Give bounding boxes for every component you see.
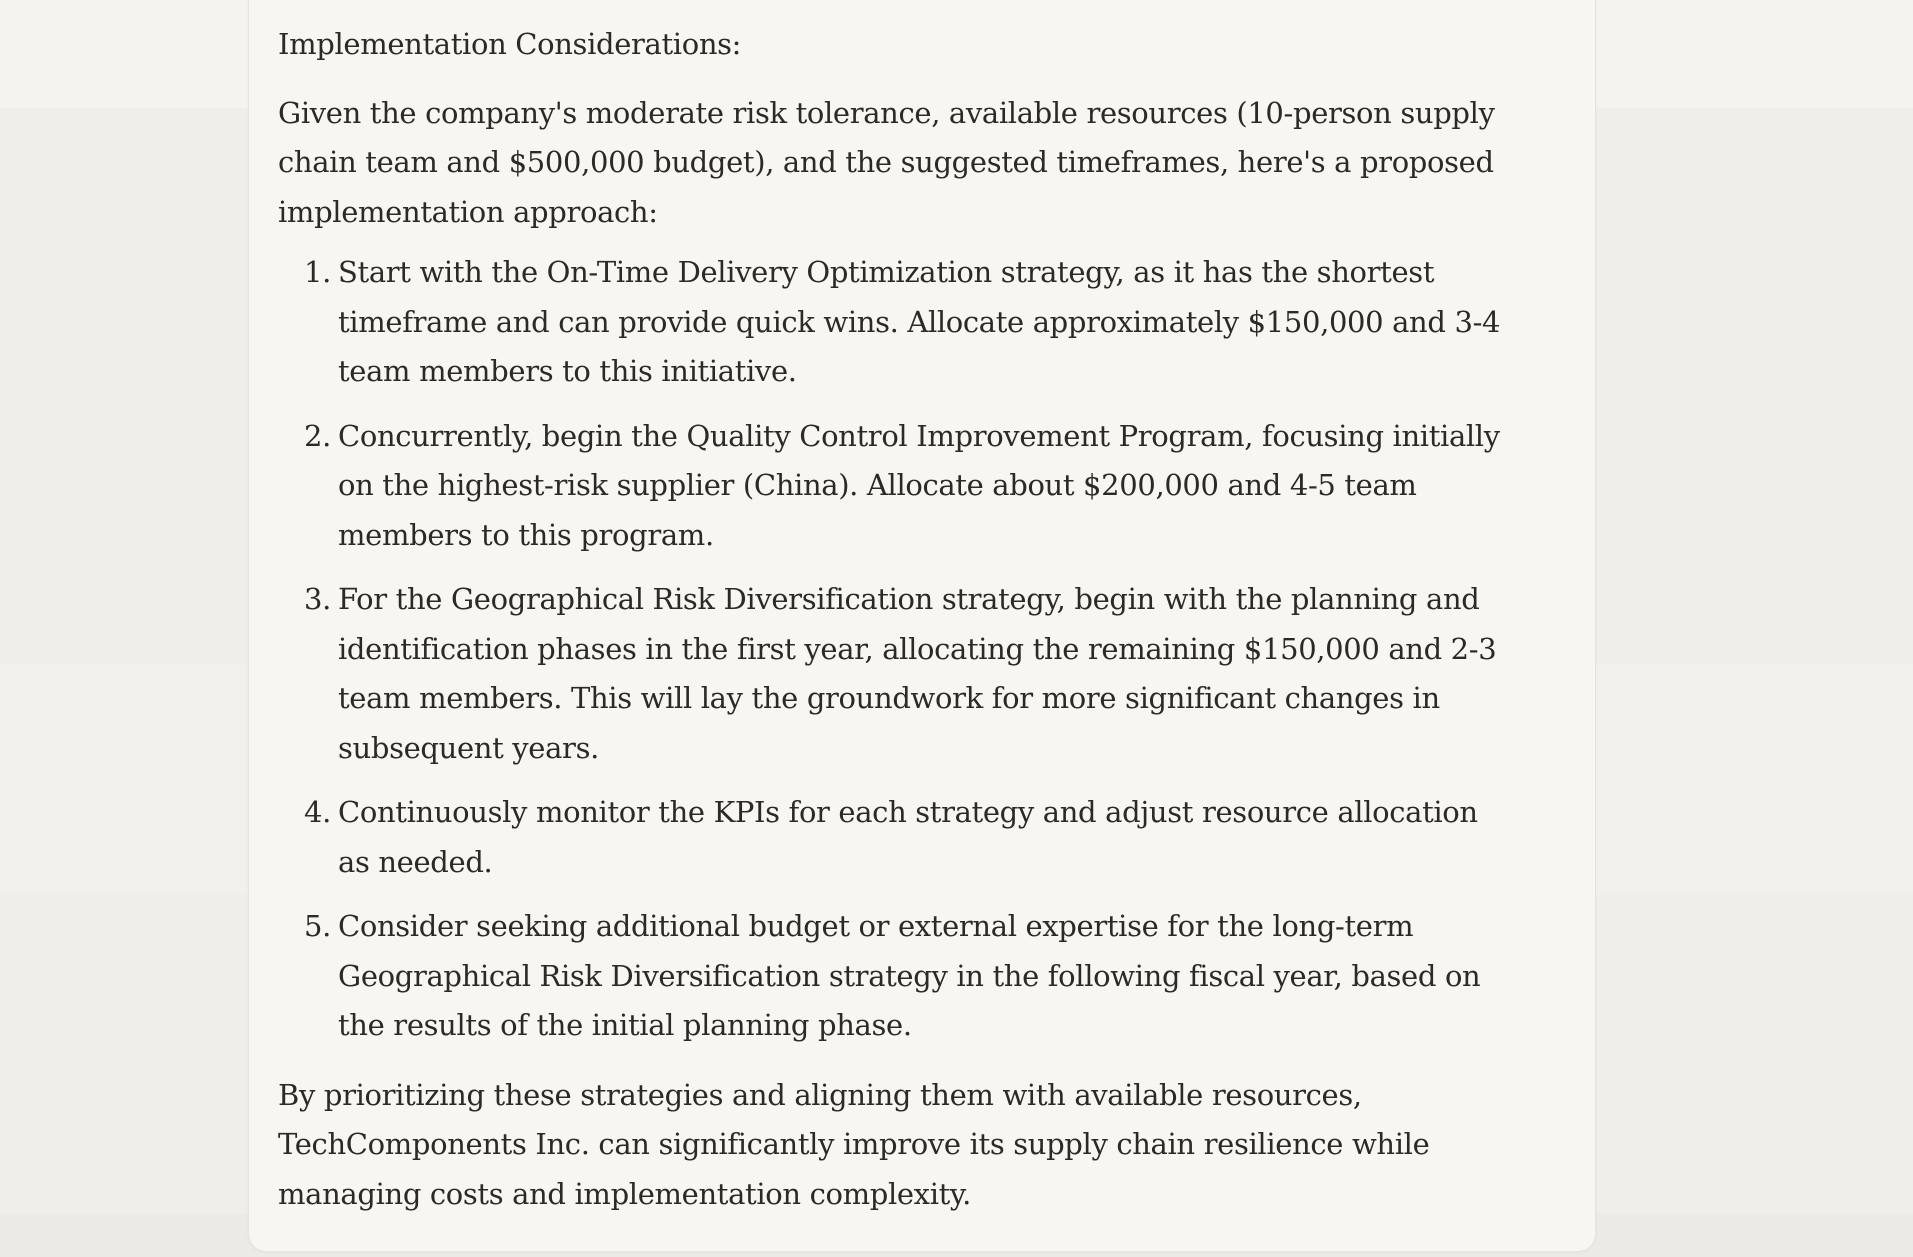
- list-item: [278, 412, 1518, 561]
- list-item: [278, 248, 1518, 397]
- list-item-number: 4.: [304, 795, 331, 829]
- implementation-steps-list: [278, 248, 1518, 1051]
- section-heading: Implementation Considerations:: [278, 27, 742, 61]
- list-item-text: Consider seeking additional budget or external expertise for the long-term Geographical Risk Diversification strategy in the following fiscal year, based on the results of the initial planning phase.: [338, 909, 1481, 1042]
- list-item-text: For the Geographical Risk Diversification strategy, begin with the planning and identification phases in the first year, allocating the remaining $150,000 and 2-3 team members. This will lay the groundwork for more significant changes in subsequent years.: [338, 582, 1497, 765]
- list-item-number: 1.: [304, 255, 331, 289]
- list-item-number: 2.: [304, 418, 331, 453]
- assistant-message-content: [278, 20, 1518, 1219]
- intro-paragraph: Given the company's moderate risk tolerance, available resources (10-person supply chain team and $500,000 budget), and the suggested timeframes, here's a proposed implementation approach:: [278, 95, 1495, 229]
- list-item: [278, 575, 1518, 773]
- conclusion-paragraph: By prioritizing these strategies and aligning them with available resources, TechComponents Inc. can significantly improve its supply chain resilience while managing costs and implementation complexity.: [278, 1077, 1430, 1211]
- list-item-text: Continuously monitor the KPIs for each strategy and adjust resource allocation as needed.: [338, 795, 1478, 879]
- list-item-text: Start with the On-Time Delivery Optimization strategy, as it has the shortest timeframe and can provide quick wins. Allocate approximately $150,000 and 3-4 team members to this initiative.: [338, 255, 1501, 388]
- list-item-text: Concurrently, begin the Quality Control Improvement Program, focusing initially on the highest-risk supplier (China). Allocate about $200,000 and 4-5 team members to this program.: [338, 418, 1500, 552]
- list-item: [278, 902, 1518, 1051]
- list-item: [278, 788, 1518, 887]
- list-item-number: 5.: [304, 909, 331, 943]
- list-item-number: 3.: [304, 582, 331, 616]
